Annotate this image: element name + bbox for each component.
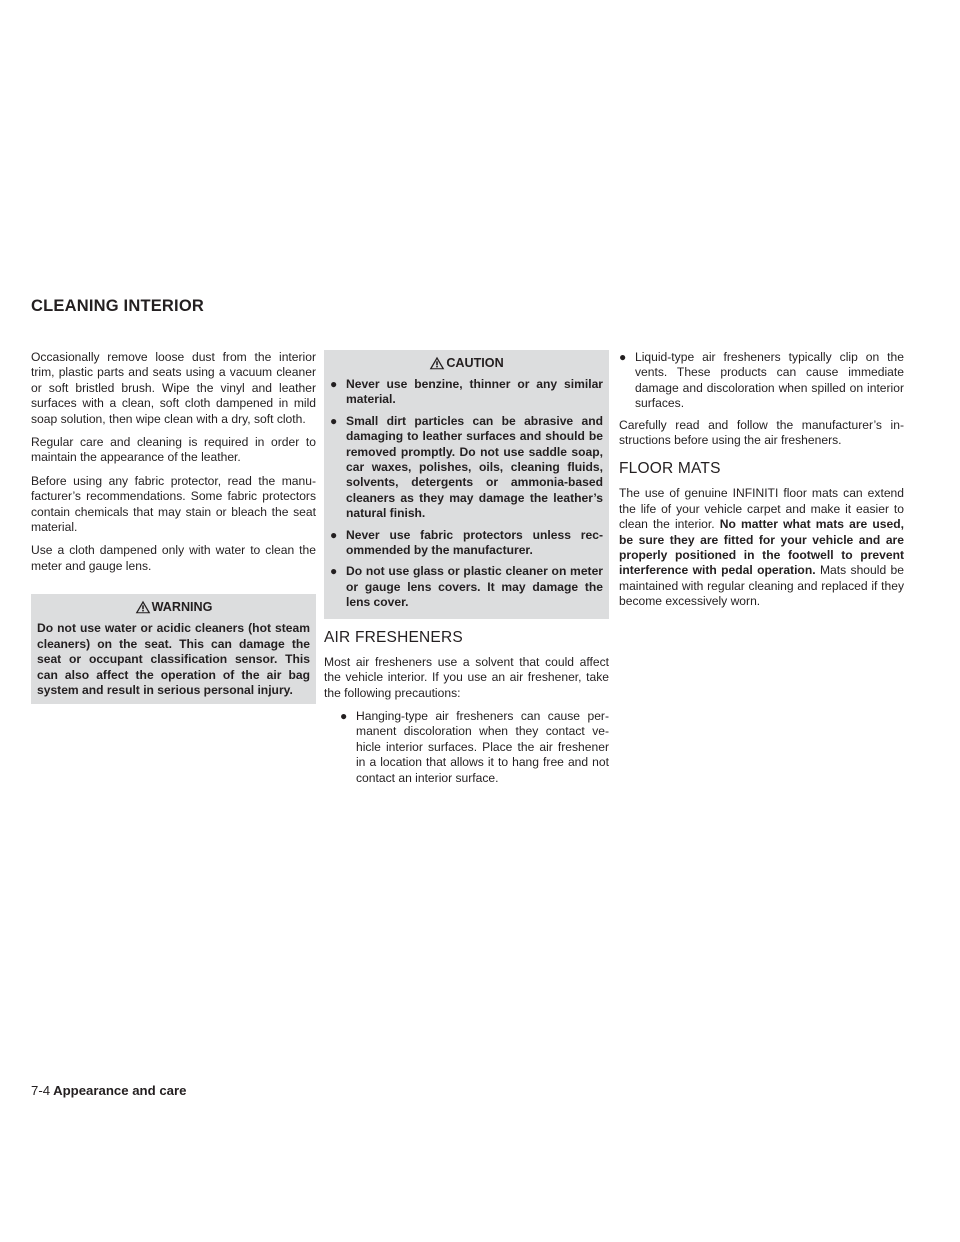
column-1 [31,350,316,714]
list-item: ● Liquid-type air fresheners typically clip on the vents. These products can cause immediate damage and discoloration when spilled on interior surfaces. [619,350,904,411]
page-footer [31,1083,186,1098]
floor-mats-emphasis: No matter what mats are used, be sure they are fitted for your vehicle and are properly positioned in the footwell to prevent interference with pedal operation. [619,517,904,578]
list-item: ● Do not use glass or plastic cleaner on meter or gauge lens covers. It may damage the lens cover. [330,564,603,610]
section-title: CLEANING INTERIOR [31,297,204,315]
bullet-icon: ● [330,377,338,391]
bullet-icon: ● [340,708,348,723]
warning-header [37,594,310,621]
list-item: ● Never use benzine, thinner or any similar material. [330,377,603,407]
warning-text: Do not use water or acidic cleaners (hot steam cleaners) on the seat. This can damage the seat or occupant classification sensor. This can also affect the operation of the air bag system and result in serious personal injury. [37,621,310,697]
air-fresheners-heading: AIR FRESHENERS [324,628,463,646]
floor-mats-heading: FLOOR MATS [619,460,721,478]
air-fresheners-closing: Carefully read and follow the manufacturer’s instructions before using the air fresheners. [619,417,904,448]
bullet-icon: ● [330,413,338,428]
paragraph: Use a cloth dampened only with water to clean the meter and gauge lens. [31,543,316,573]
caution-header [330,350,603,377]
air-fresheners-list-continued [619,350,904,412]
paragraph: Regular care and cleaning is required in order to maintain the appearance of the leather. [31,435,316,465]
floor-mats-text: The use of genuine INFINITI floor mats can extend the life of your vehicle carpet and make it easier to clean the interior. No matter what mats are used, be sure they are fitted for your vehicle and are properly positioned in the footwell to prevent interference with pedal operation. Mats should be maintained with regular cleaning and replaced if they become excessively worn. [619,486,904,609]
air-fresheners-intro: Most air fresheners use a solvent that could affect the vehicle interior. If you use an air freshener, take the following precautions: [324,654,609,700]
caution-list [330,377,603,611]
paragraph: Occasionally remove loose dust from the interior trim, plastic parts and seats using a vacuum cleaner or soft bristled brush. Wipe the vinyl and leather surfaces with a clean, soft cloth dampened in mild soap solution, then wipe clean with a dry, soft cloth. [31,350,316,426]
air-fresheners-list [324,709,609,786]
caution-triangle-icon [429,356,445,370]
list-item: ● Never use fabric protectors unless recommended by the manufacturer. [330,527,603,558]
warning-triangle-icon [135,600,151,614]
warning-title: WARNING [151,600,213,615]
column-3 [619,350,904,618]
paragraph: Before using any fabric protector, read the manufacturer’s recommendations. Some fabric protectors contain chemicals that may stain or bleach the seat material. [31,473,316,535]
bullet-icon: ● [619,350,627,364]
caution-box [324,350,609,619]
chapter-title: Appearance and care [53,1083,187,1098]
column-2 [324,350,609,792]
warning-box [31,594,316,704]
list-item: ● Small dirt particles can be abrasive and damaging to leather surfaces and should be removed promptly. Do not use saddle soap, car waxes, polishes, oils, cleaning fluids, solvents, detergents or ammonia-based cleaners as they may damage the leather’s natural finish. [330,413,603,521]
caution-title: CAUTION [446,356,504,370]
page-number: 7-4 [31,1083,51,1098]
bullet-icon: ● [330,564,338,579]
list-item: ● Hanging-type air fresheners can cause permanent discoloration when they contact vehicle interior surfaces. Place the air freshener in a location that allows it to hang free and not contact an interior surface. [340,708,609,785]
bullet-icon: ● [330,527,338,542]
